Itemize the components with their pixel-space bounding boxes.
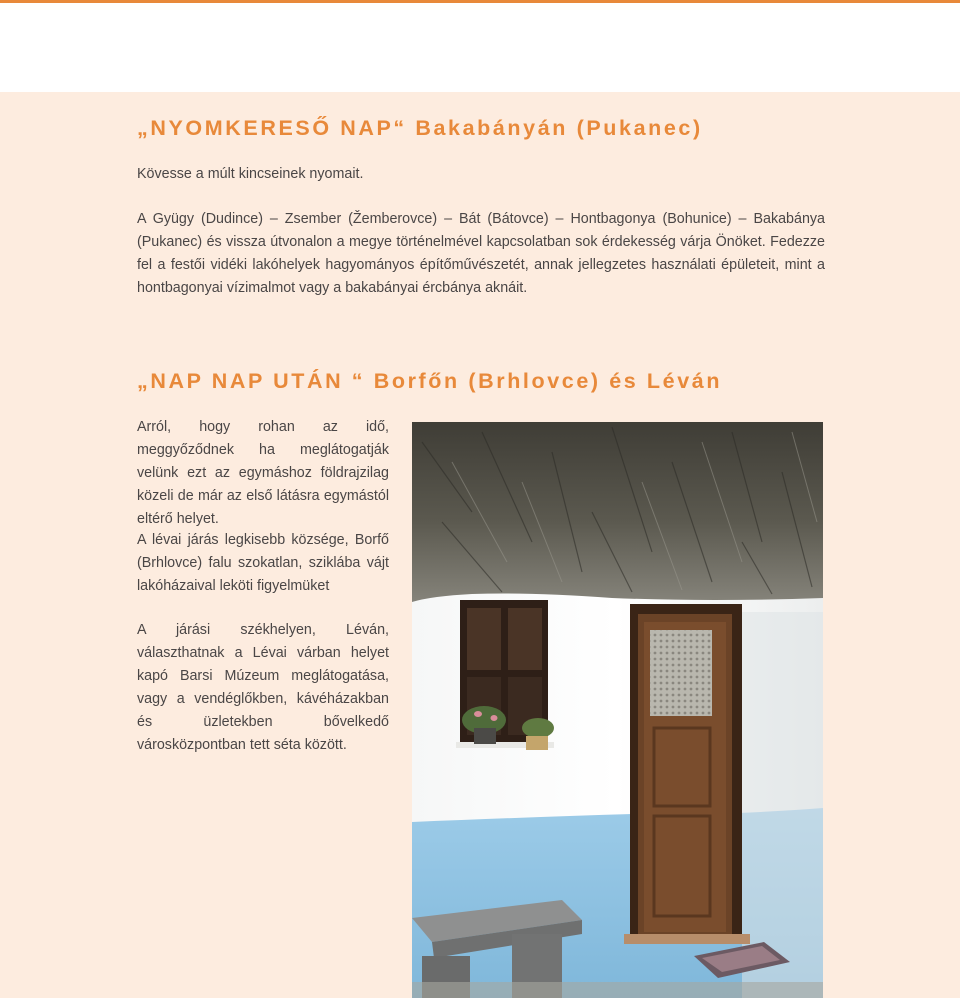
intro-paragraph: Kövesse a múlt kincseinek nyomait. <box>137 166 364 182</box>
column-paragraph-time: Arról, hogy rohan az idő, meggyőződnek ha meglátogatják velünk ezt az egymáshoz földrajzilag közeli de már az első látásra egymástól eltérő helyet. <box>137 419 389 527</box>
column-paragraph-leva: A járási székhelyen, Léván, választhatnak a Lévai várban helyet kapó Barsi Múzeum meglátogatása, vagy a vendéglőkben, kávéházakban és üzletekben bővelkedő városközpontban tett séta között. <box>137 622 389 753</box>
top-accent-rule <box>0 0 960 3</box>
route-paragraph: A Gyügy (Dudince) – Zsember (Žemberovce) – Bát (Bátovce) – Hontbagonya (Bohunice) – Bakabánya (Pukanec) és vissza útvonalon a megye történelmével kapcsolatban sok érdekesség várja Önöket. Fedezze fel a festői vidéki lakóhelyek hagyományos építőművészetét, annak jellegzetes használati épületeit, mint a hontbagonyai vízimalmot vagy a bakabányai ércbánya aknáit. <box>137 211 825 296</box>
column-paragraph-borfo: A lévai járás legkisebb községe, Borfő (Brhlovce) falu szokatlan, sziklába vájt lakóházaival leköti figyelmüket <box>137 532 389 594</box>
section-heading-nyomkereso-nap: „NYOMKERESŐ NAP“ Bakabányán (Pukanec) <box>137 116 703 140</box>
thatched-house-photo <box>412 422 823 998</box>
section-heading-nap-nap-utan: „NAP NAP UTÁN “ Borfőn (Brhlovce) és Léván <box>137 369 723 393</box>
